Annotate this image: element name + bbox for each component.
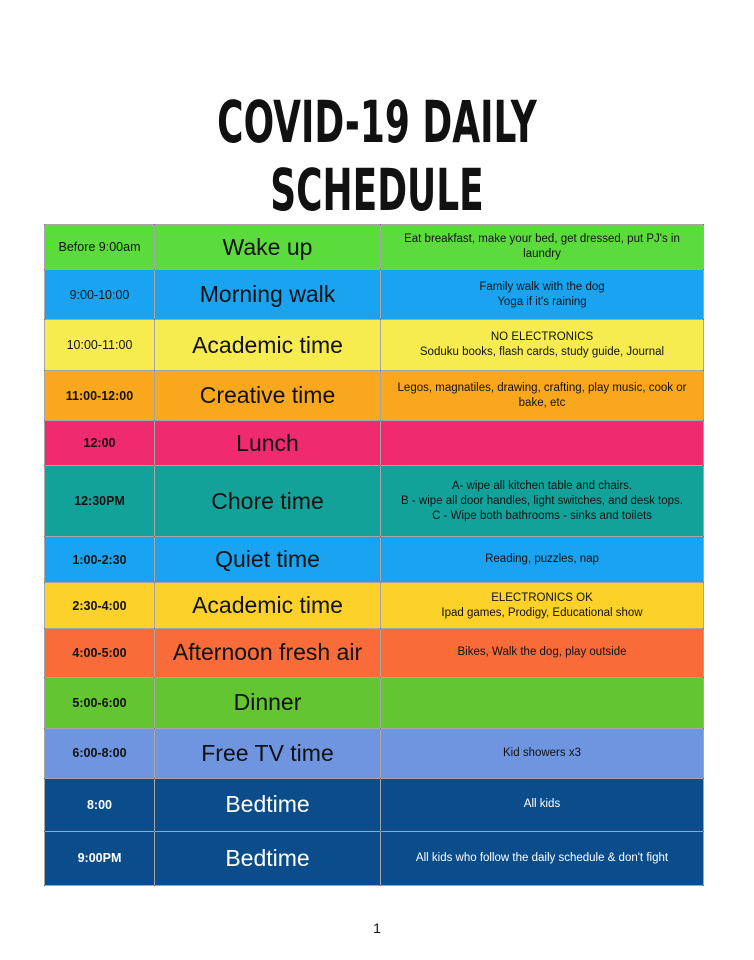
time-cell: 9:00PM bbox=[45, 831, 155, 885]
note-line: Ipad games, Prodigy, Educational show bbox=[441, 606, 643, 619]
time-cell: 6:00-8:00 bbox=[45, 728, 155, 778]
page-number: 1 bbox=[373, 920, 381, 936]
activity-cell: Afternoon fresh air bbox=[155, 628, 381, 677]
time-cell: 12:00 bbox=[45, 421, 155, 466]
notes-cell bbox=[381, 320, 704, 371]
time-cell: 2:30-4:00 bbox=[45, 583, 155, 628]
note-line: Yoga if it's raining bbox=[497, 295, 587, 308]
time-cell: 4:00-5:00 bbox=[45, 628, 155, 677]
activity-cell: Chore time bbox=[155, 466, 381, 537]
schedule-row bbox=[45, 583, 704, 628]
schedule-row bbox=[45, 421, 704, 466]
schedule-table bbox=[44, 224, 704, 886]
time-cell: 12:30PM bbox=[45, 466, 155, 537]
note-line: Reading, puzzles, nap bbox=[485, 553, 599, 566]
notes-cell bbox=[381, 371, 704, 421]
note-line: Family walk with the dog bbox=[479, 280, 605, 293]
activity-cell: Dinner bbox=[155, 677, 381, 728]
schedule-row bbox=[45, 371, 704, 421]
activity-cell: Wake up bbox=[155, 225, 381, 270]
schedule-row bbox=[45, 537, 704, 583]
schedule-row bbox=[45, 728, 704, 778]
schedule-row bbox=[45, 270, 704, 320]
notes-cell bbox=[381, 466, 704, 537]
schedule-row bbox=[45, 628, 704, 677]
activity-cell: Morning walk bbox=[155, 270, 381, 320]
note-line: All kids who follow the daily schedule & don't fight bbox=[415, 851, 669, 864]
note-line: Legos, magnatiles, drawing, crafting, play music, cook or bake, etc bbox=[397, 381, 687, 409]
note-line: Eat breakfast, make your bed, get dressed, put PJ's in laundry bbox=[404, 233, 680, 261]
time-cell: 8:00 bbox=[45, 778, 155, 831]
schedule-row bbox=[45, 677, 704, 728]
activity-cell: Quiet time bbox=[155, 537, 381, 583]
note-line: All kids bbox=[523, 798, 561, 811]
time-cell: 9:00-10:00 bbox=[45, 270, 155, 320]
schedule-row bbox=[45, 320, 704, 371]
activity-cell: Lunch bbox=[155, 421, 381, 466]
schedule-row bbox=[45, 778, 704, 831]
note-line: Kid showers x3 bbox=[503, 746, 581, 759]
time-cell: 1:00-2:30 bbox=[45, 537, 155, 583]
notes-cell bbox=[381, 728, 704, 778]
notes-cell bbox=[381, 583, 704, 628]
note-line: C - Wipe both bathrooms - sinks and toilets bbox=[432, 509, 652, 522]
notes-cell bbox=[381, 421, 704, 466]
schedule-row bbox=[45, 831, 704, 885]
activity-cell: Free TV time bbox=[155, 728, 381, 778]
activity-cell: Academic time bbox=[155, 320, 381, 371]
schedule-body bbox=[45, 225, 704, 886]
notes-cell bbox=[381, 831, 704, 885]
note-line: Soduku books, flash cards, study guide, Journal bbox=[419, 346, 665, 359]
note-line: Bikes, Walk the dog, play outside bbox=[457, 646, 627, 659]
notes-cell bbox=[381, 225, 704, 270]
page-title: COVID-19 DAILY SCHEDULE bbox=[217, 88, 537, 224]
notes-cell bbox=[381, 677, 704, 728]
time-cell: 5:00-6:00 bbox=[45, 677, 155, 728]
time-cell: 11:00-12:00 bbox=[45, 371, 155, 421]
activity-cell: Academic time bbox=[155, 583, 381, 628]
schedule-row bbox=[45, 466, 704, 537]
note-line: A- wipe all kitchen table and chairs. bbox=[451, 479, 633, 492]
note-line: B - wipe all door handles, light switches, and desk tops. bbox=[401, 494, 683, 507]
activity-cell: Bedtime bbox=[155, 831, 381, 885]
notes-cell bbox=[381, 537, 704, 583]
note-line: ELECTRONICS OK bbox=[491, 591, 593, 604]
activity-cell: Bedtime bbox=[155, 778, 381, 831]
activity-cell: Creative time bbox=[155, 371, 381, 421]
notes-cell bbox=[381, 628, 704, 677]
note-line: NO ELECTRONICS bbox=[490, 331, 594, 344]
schedule-row bbox=[45, 225, 704, 270]
time-cell: Before 9:00am bbox=[45, 225, 155, 270]
notes-cell bbox=[381, 270, 704, 320]
time-cell: 10:00-11:00 bbox=[45, 320, 155, 371]
notes-cell bbox=[381, 778, 704, 831]
